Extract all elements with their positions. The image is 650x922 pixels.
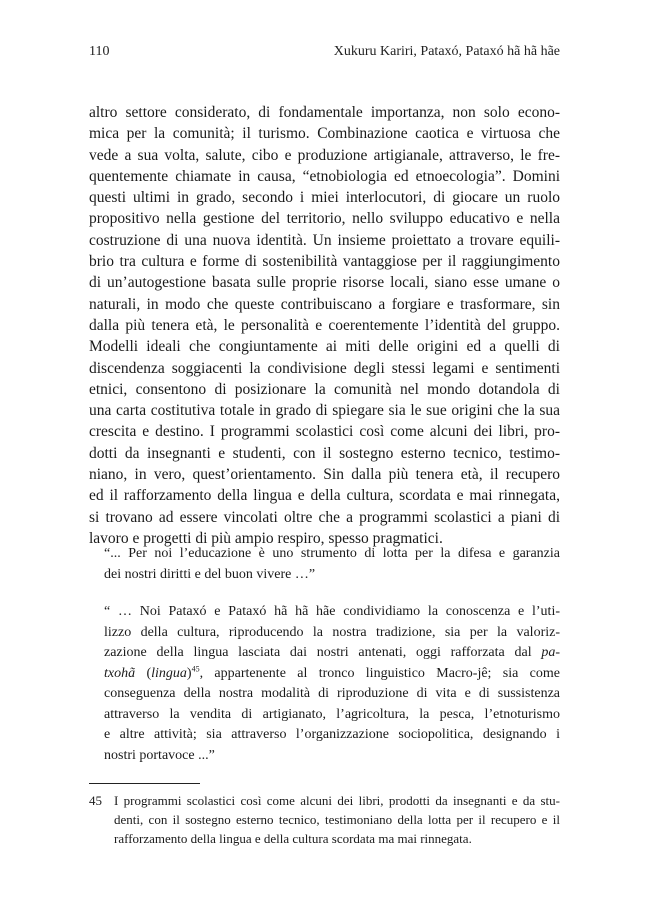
- body-line: costruzione di una nuova identità. Un insieme proiettato a trovare equili-: [89, 231, 560, 249]
- body-line: etnici, consentono di posizionare la comunità nel mondo dotandola di: [89, 380, 560, 398]
- body-line: crescita e destino. I programmi scolastici così come alcuni dei libri, pro-: [89, 423, 560, 441]
- body-line: lavoro e progetti di più ampio respiro, spesso pragmatici.: [89, 529, 443, 547]
- page-number: 110: [89, 44, 110, 59]
- quote-text: , appartenente al tronco linguistico Macro-jê; sia come: [199, 665, 560, 681]
- body-line: ed il rafforzamento della lingua e della cultura, scordata e mai rinnegata,: [89, 487, 560, 505]
- body-line: dalla più tenera età, le personalità e coerentemente l’identità del gruppo.: [89, 316, 560, 334]
- body-line: quentemente chiamate in causa, “etnobiologia ed etnoecologia”. Domini: [89, 167, 560, 185]
- footnote-line: I programmi scolastici così come alcuni dei libri, prodotti da insegnanti e da stu-: [114, 793, 560, 808]
- footnote-reference[interactable]: 45: [191, 663, 200, 673]
- body-line: mica per la comunità; il turismo. Combinazione caotica e virtuosa che: [89, 125, 560, 143]
- footnote-separator: [89, 783, 200, 784]
- quote-line: “ … Noi Pataxó e Pataxó hã hã hãe condividiamo la conoscenza e l’uti-: [104, 604, 560, 619]
- body-line: vede a sua volta, salute, cibo e produzione artigianale, attraverso, le fre-: [89, 146, 560, 164]
- quote-text: (: [135, 665, 152, 681]
- footnote-line: denti, con il sostegno esterno tecnico, testimoniano della lotta per il recupero e il: [114, 812, 560, 827]
- quote-text: ): [186, 665, 192, 681]
- quote-line: nostri portavoce ...”: [104, 747, 215, 763]
- body-line: niano, in vero, quest’orientamento. Sin dalla più tenera età, il recupero: [89, 466, 560, 484]
- body-line: naturali, in modo che queste contribuiscano a forgiare e trasformare, sin: [89, 295, 560, 313]
- block-quote-education: [104, 544, 560, 585]
- body-line: propositivo nella gestione del territorio, nello sviluppo educativo e nella: [89, 210, 560, 228]
- quote-italic-word: pa-: [541, 645, 560, 660]
- body-line: una carta costitutiva totale in grado di spiegare sia le sue origini che la sua: [89, 402, 560, 420]
- body-line: altro settore considerato, di fondamentale importanza, non solo econo-: [89, 104, 560, 121]
- body-line: si trovano ad essere vincolati oltre che a programmi scolastici a piani di: [89, 508, 560, 526]
- quote-line: [104, 664, 560, 685]
- quote-italic-word: lingua: [151, 665, 187, 681]
- running-header: [89, 44, 560, 60]
- quote-line: dei nostri diritti e del buon vivere …”: [104, 566, 316, 582]
- footnote-number: 45: [89, 793, 102, 808]
- body-line: discendenza soggiacenti la condivisione degli stessi legami e sentimenti: [89, 359, 560, 377]
- quote-line: e altre attività; sia attraverso l’organizzazione sociopolitica, designando i: [104, 727, 560, 742]
- footnote-text: [114, 791, 560, 848]
- quote-line: lizzo della cultura, riproducendo la nostra tradizione, sia per la valoriz-: [104, 624, 560, 640]
- body-paragraph: [89, 102, 560, 549]
- body-line: brio tra cultura e forme di sostenibilità vantaggiose per il raggiungimento: [89, 253, 560, 271]
- body-line: questi ultimi in grado, secondo i miei interlocutori, di giocare un ruolo: [89, 189, 560, 207]
- quote-text: zazione della lingua lasciata dai nostri antenati, oggi rafforzata dal: [104, 645, 542, 660]
- footnote-line: rafforzamento della lingua e della cultura scordata ma mai rinnegata.: [114, 831, 472, 846]
- running-title: Xukuru Kariri, Pataxó, Pataxó hã hã hãe: [333, 44, 560, 59]
- body-line: Modelli ideali che congiuntamente ai miti delle origini ed a quelli di: [89, 338, 560, 356]
- block-quote-culture: [104, 602, 560, 766]
- quote-line: attraverso la vendita di artigianato, l’agricoltura, la pesca, l’etnoturismo: [104, 706, 560, 722]
- quote-line: conseguenza della nostra modalità di riproduzione di vita e di sussistenza: [104, 686, 560, 701]
- quote-italic-word: txohã: [104, 665, 136, 681]
- body-line: dotti da insegnanti e studenti, con il sostegno esterno tecnico, testimo-: [89, 444, 560, 462]
- body-line: di un’autogestione basata sulle proprie risorse locali, siano esse umane o: [89, 274, 560, 292]
- quote-line: “... Per noi l’educazione è uno strumento di lotta per la difesa e garanzia: [104, 546, 560, 561]
- quote-line: [104, 643, 560, 664]
